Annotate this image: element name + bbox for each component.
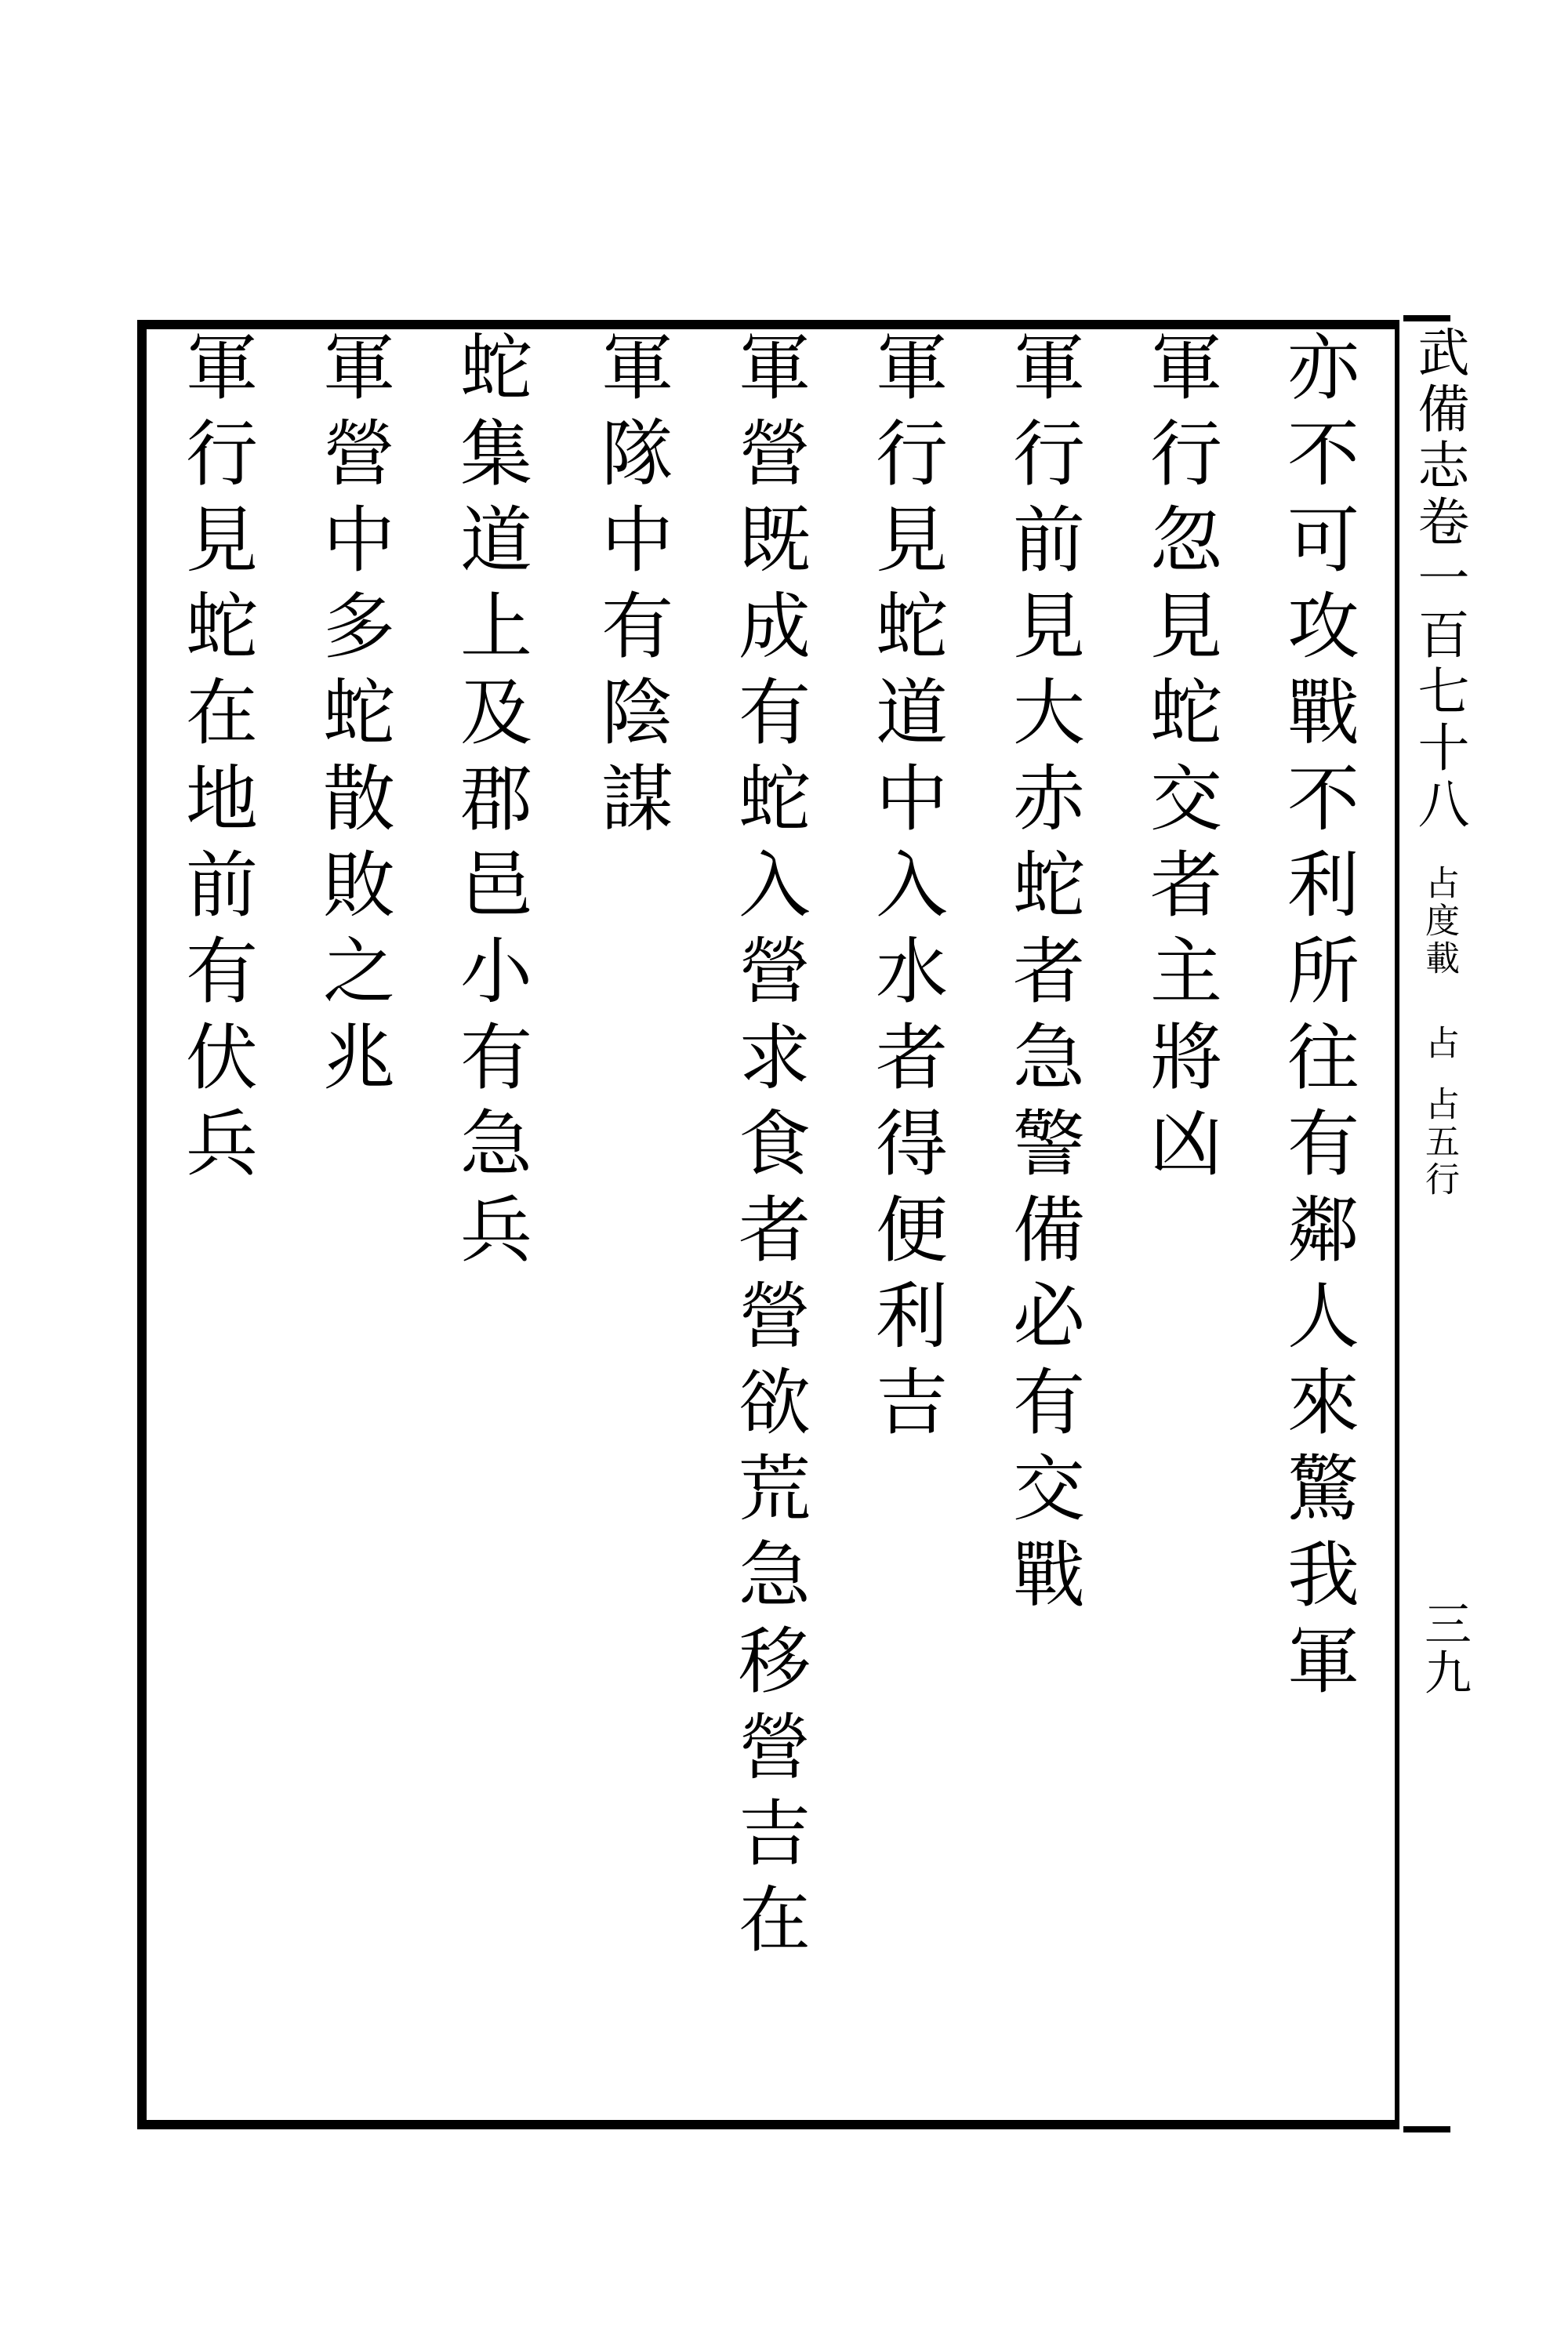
text-column: 軍隊中有陰謀 bbox=[590, 329, 673, 847]
text-column: 軍營中多蛇散敗之兆 bbox=[311, 329, 395, 1105]
margin-subsection: 占 bbox=[1419, 1025, 1459, 1062]
text-column: 軍行見蛇在地前有伏兵 bbox=[174, 329, 258, 1192]
margin-book-title: 武備志卷一百七十八 bbox=[1409, 325, 1469, 833]
text-column: 軍行前見大赤蛇者急警備必有交戰 bbox=[1001, 329, 1085, 1623]
text-column: 軍行見蛇道中入水者得便利吉 bbox=[864, 329, 948, 1450]
page-number: 三九 bbox=[1417, 1599, 1472, 1697]
text-column: 蛇集道上及郡邑小有急兵 bbox=[448, 329, 532, 1278]
text-column: 軍行忽見蛇交者主將凶 bbox=[1138, 329, 1222, 1192]
margin-subsection-detail: 占五行 bbox=[1419, 1086, 1459, 1199]
top-edge-mark bbox=[1403, 315, 1450, 321]
margin-section: 占度載 bbox=[1419, 865, 1459, 978]
text-column: 亦不可攻戰不利所往有鄰人來驚我軍 bbox=[1276, 329, 1359, 1709]
margin-title-column bbox=[1403, 325, 1474, 1199]
bottom-edge-mark bbox=[1403, 2126, 1450, 2132]
text-column: 軍營既成有蛇入營求食者營欲荒急移營吉在 bbox=[727, 329, 811, 1968]
